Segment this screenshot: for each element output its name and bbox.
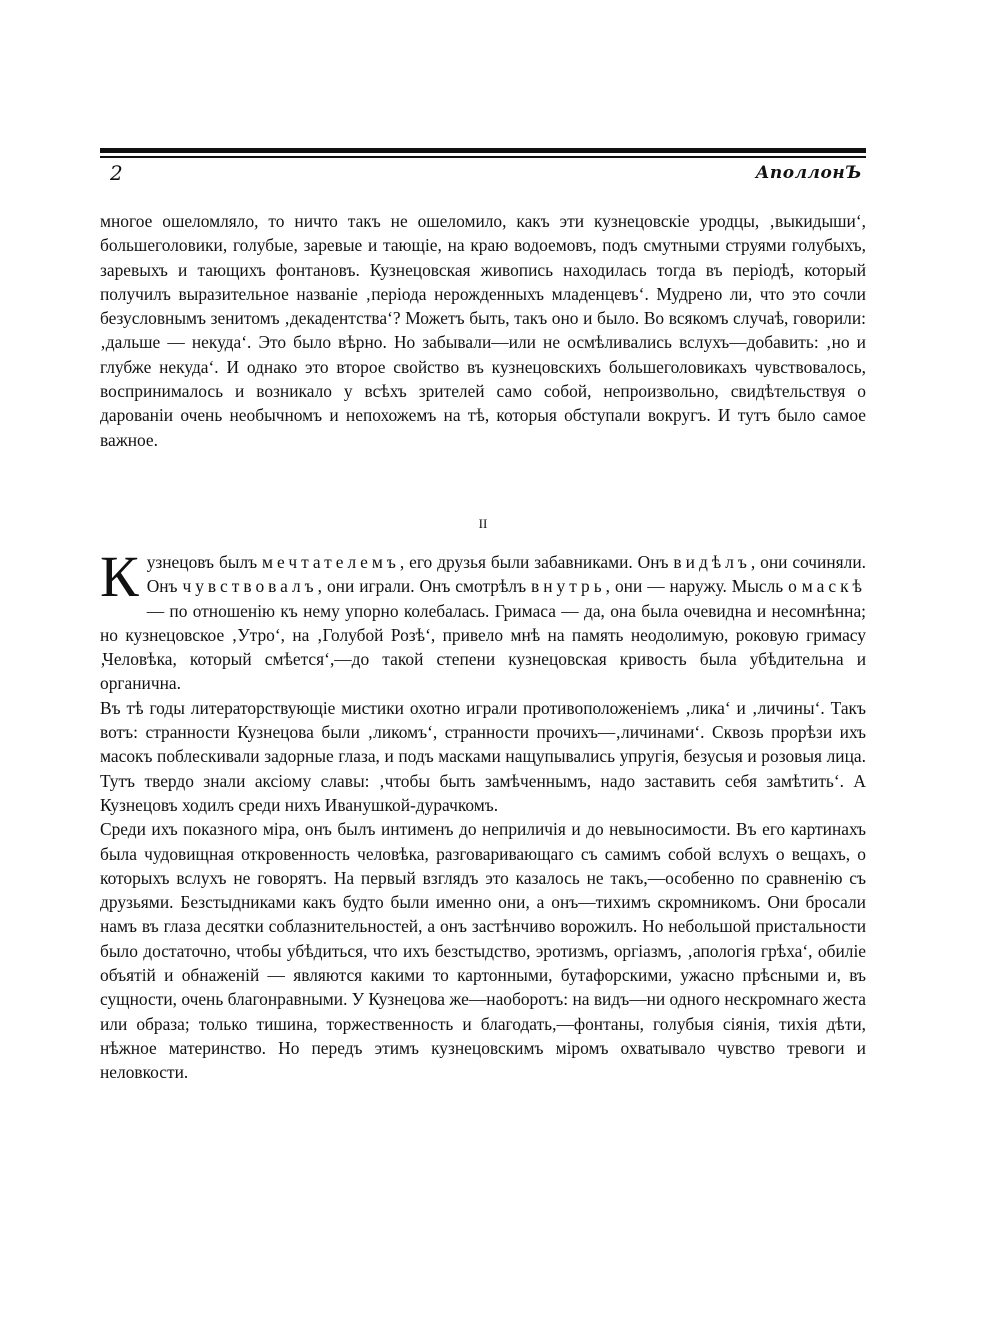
section-two-paragraph-2: Въ тѣ годы литераторствующіе мистики охотно играли противоположеніемъ ‚лика‘ и ‚личины‘. Такъ вотъ: странности Кузнецова были ‚ликомъ‘, странности прочихъ—‚личинами‘. Сквозь прорѣзи ихъ масокъ поблескивали задорные глаза, и подъ масками нащупывались упругія, безусыя и розовыя лица. Тутъ твердо знали аксіому славы: ‚чтобы быть замѣченнымъ, надо заставить себя замѣтить‘. А Кузнецовъ ходилъ среди нихъ Иванушкой-дурачкомъ.: [100, 697, 866, 815]
continued-paragraph: [100, 209, 866, 452]
emphasized-word: маскѣ: [801, 576, 866, 597]
header-rule-thin: [100, 156, 866, 158]
section-two-paragraph-3: Среди ихъ показного міра, онъ былъ интименъ до неприличія и до невыносимости. Въ его картинахъ была чудовищная откровенность человѣка, разговаривающаго съ самимъ собой вслухъ о вещахъ, о которыхъ вслухъ не говорятъ. На первый взглядъ это казалось не такъ,—особенно по сравненію съ друзьями. Безстыдниками какъ будто были именно они, а онъ—тихимъ скромникомъ. Они бросали намъ въ глаза десятки соблазнительностей, а онъ застѣнчиво ворожилъ. Но небольшой пристальности было достаточно, чтобы убѣдиться, что ихъ безстыдство, эротизмъ, оргіазмъ, ‚апологія грѣха‘, обиліе объятій и обнаженій — являются какими то картонными, бутафорскими, ужасно прѣсными и, въ сущности, очень благонравными. У Кузнецова же—наоборотъ: на видъ—ни одного нескромнаго жеста или образа; только тишина, торжественность и благодать,—фонтаны, голубыя сіянія, тихія дѣти, нѣжное материнство. Но передъ этимъ кузнецовскимъ міромъ охватывало чувство тревоги и неловкости.: [100, 819, 866, 1083]
text-run: узнецовъ былъ: [146, 552, 263, 572]
emphasized-word: мечтателемъ: [262, 552, 400, 572]
text-run: — по отношенію къ нему упорно колебалась. Гримаса — да, она была очевидна и несомнѣнна; но кузнецовское ‚Утро‘, на ‚Голубой Розѣ‘, привело мнѣ на память неодолимую, роковую гримасу ‚Человѣка, который смѣется‘,—до такой степени кузнецовская кривость была убѣдительна и органична.: [100, 600, 866, 694]
page-number: 2: [110, 161, 123, 185]
section-number: II: [478, 516, 488, 531]
text-run: , они — наружу. Мысль о: [605, 576, 802, 597]
header-rule-thick: [100, 148, 866, 153]
paragraph-text: многое ошеломляло, то ничто такъ не ошеломило, какъ эти кузнецовскіе уродцы, ‚выкидыши‘, большеголовики, голубые, заревые и тающіе, на краю водоемовъ, подъ смутными струями голубыхъ, заревыхъ и тающихъ фонтановъ. Кузнецовская живопись находилась тогда въ періодѣ, который получилъ выразительное названіе ‚періода нерожденныхъ младенцевъ‘. Мудрено ли, что это сочли безусловнымъ зенитомъ ‚декадентства‘? Можетъ быть, такъ оно и было. Во всякомъ случаѣ, говорили: ‚дальше — некуда‘. Это было вѣрно. Но забывали—или не осмѣливались вслухъ—добавить: ‚но и глубже некуда‘. И однако это второе свойство въ кузнецовскихъ большеголовикахъ чувствовалось, воспринималось и возникало у всѣхъ зрителей само собой, непроизвольно, свидѣтельствуя о дарованіи очень необычномъ и непохожемъ на тѣ, которыя обступали вокругъ. И тутъ было самое важное.: [100, 211, 866, 450]
text-run: , они сочиняли. Онъ: [146, 552, 866, 597]
section-two-paragraph-1: [100, 544, 866, 696]
journal-title: АполлонЪ: [755, 163, 862, 183]
running-header: [100, 161, 866, 189]
emphasized-word: видѣлъ: [673, 552, 751, 572]
drop-cap: К: [100, 544, 139, 609]
text-run: , они играли. Онъ смотрѣлъ: [317, 576, 532, 597]
emphasized-word: внутрь: [531, 576, 606, 597]
section-two: [100, 544, 866, 1085]
text-run: , его друзья были забавниками. Онъ: [399, 552, 674, 572]
emphasized-word: чувствовалъ: [182, 576, 318, 597]
